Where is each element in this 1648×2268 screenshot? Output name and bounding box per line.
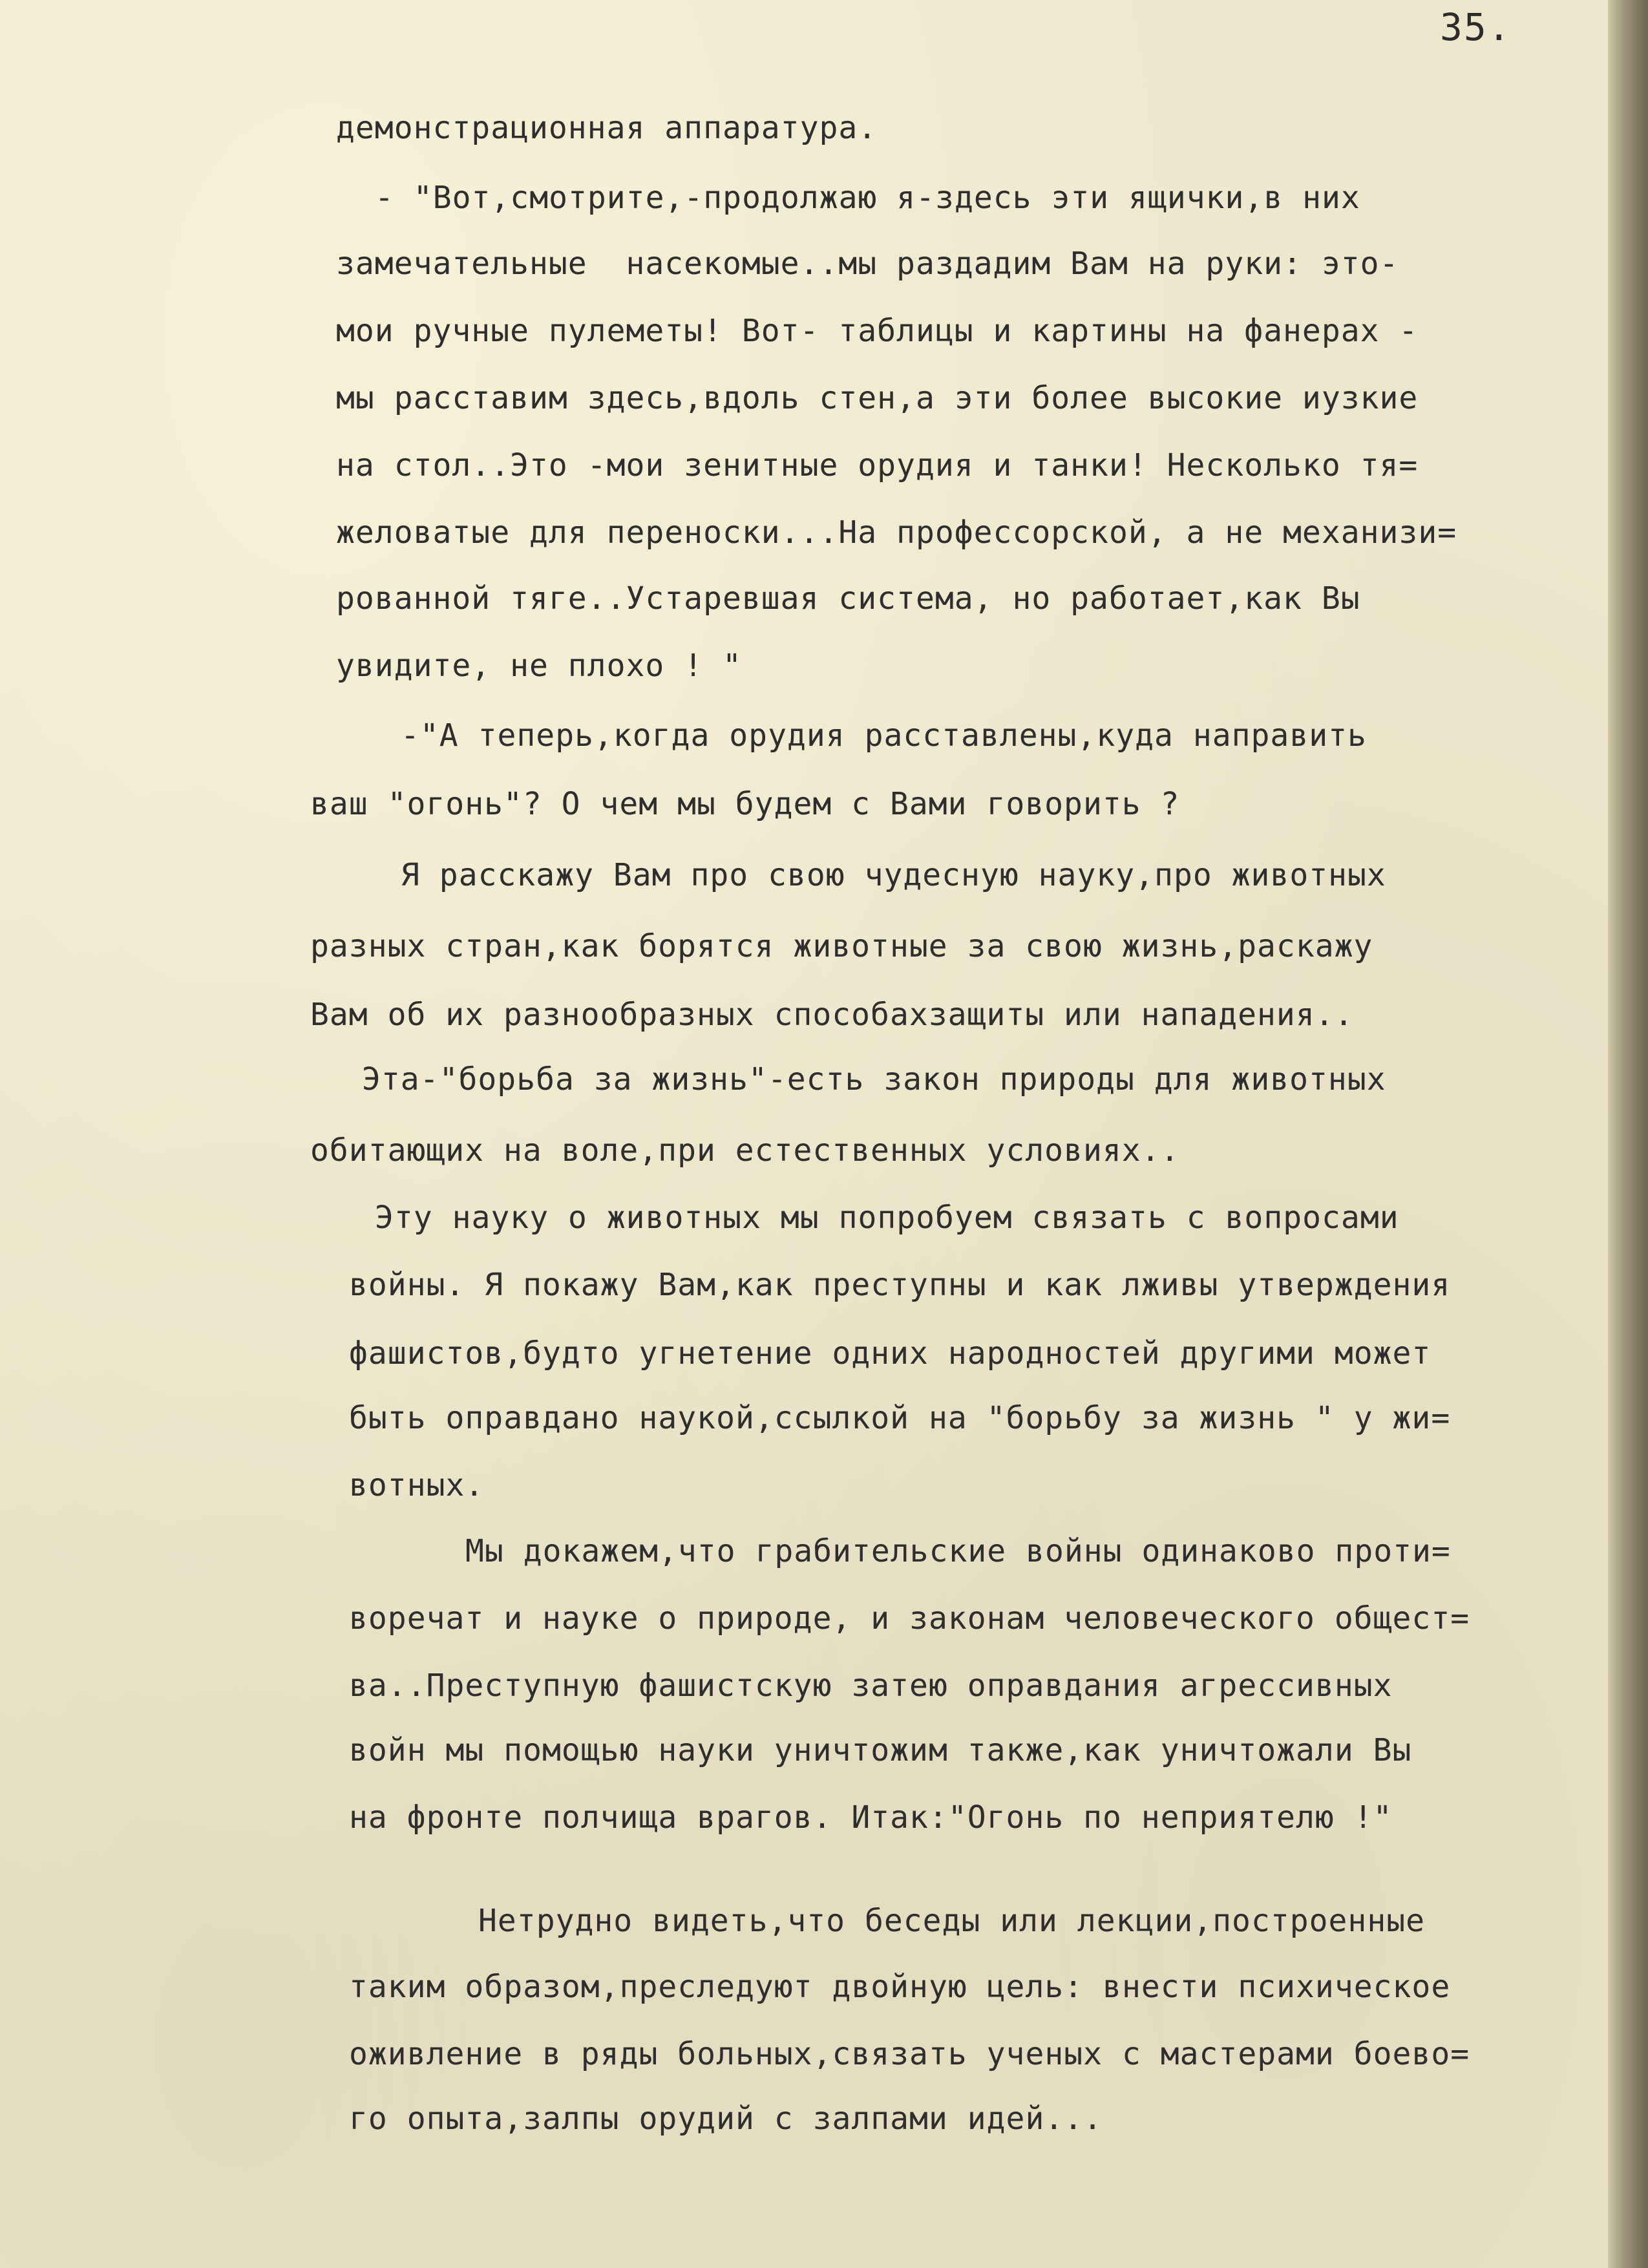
text-line: войны. Я покажу Вам,как преступны и как лживы утверждения xyxy=(349,1267,1451,1303)
text-line: Нетрудно видеть,что беседы или лекции,построенные xyxy=(478,1903,1426,1939)
text-line: Вам об их разнообразных способахзащиты или нападения.. xyxy=(310,997,1354,1033)
text-line: демонстрационная аппаратура. xyxy=(336,110,878,146)
text-line: го опыта,залпы орудий с залпами идей... xyxy=(349,2101,1103,2137)
text-line: -"А теперь,когда орудия расставлены,куда направить xyxy=(401,717,1367,754)
text-line: Эта-"борьба за жизнь"-есть закон природы для животных xyxy=(362,1061,1386,1097)
text-line: таким образом,преследуют двойную цель: внести психическое xyxy=(349,1969,1451,2005)
text-line: увидите, не плохо ! " xyxy=(336,648,742,684)
text-line: быть оправдано наукой,ссылкой на "борьбу за жизнь " у жи= xyxy=(349,1400,1451,1436)
text-line: войн мы помощью науки уничтожим также,как уничтожали Вы xyxy=(349,1732,1412,1768)
text-line: Мы докажем,что грабительские войны одинаково проти= xyxy=(465,1533,1451,1569)
text-line: - "Вот,смотрите,-продолжаю я-здесь эти ящички,в них xyxy=(375,180,1360,216)
text-line: ваш "огонь"? О чем мы будем с Вами говорить ? xyxy=(310,786,1180,822)
text-line: оживление в ряды больных,связать ученых с мастерами боево= xyxy=(349,2036,1470,2072)
text-line: вотных. xyxy=(349,1467,485,1503)
text-line: Эту науку о животных мы попробуем связать с вопросами xyxy=(375,1200,1399,1236)
text-line: желоватые для переноски...На профессорской, а не механизи= xyxy=(336,514,1457,551)
text-line: фашистов,будто угнетение одних народностей другими может xyxy=(349,1335,1431,1372)
text-line: на фронте полчища врагов. Итак:"Огонь по неприятелю !" xyxy=(349,1799,1393,1836)
text-line: воречат и науке о природе, и законам человеческого общест= xyxy=(349,1600,1470,1637)
text-line: на стол..Это -мои зенитные орудия и танки! Несколько тя= xyxy=(336,447,1419,483)
scan-edge-shadow xyxy=(1608,0,1648,2268)
text-line: рованной тяге..Устаревшая система, но работает,как Вы xyxy=(336,580,1360,617)
page-number: 35. xyxy=(1440,5,1512,49)
text-line: ва..Преступную фашистскую затею оправдания агрессивных xyxy=(349,1668,1393,1704)
text-line: мы расставим здесь,вдоль стен,а эти более высокие иузкие xyxy=(336,380,1419,416)
text-line: Я расскажу Вам про свою чудесную науку,про животных xyxy=(401,857,1386,893)
text-line: обитающих на воле,при естественных условиях.. xyxy=(310,1132,1180,1169)
text-line: разных стран,как борятся животные за свою жизнь,раскажу xyxy=(310,928,1373,964)
text-line: мои ручные пулеметы! Вот- таблицы и картины на фанерах - xyxy=(336,313,1419,349)
text-line: замечательные насекомые..мы раздадим Вам на руки: это- xyxy=(336,246,1399,282)
